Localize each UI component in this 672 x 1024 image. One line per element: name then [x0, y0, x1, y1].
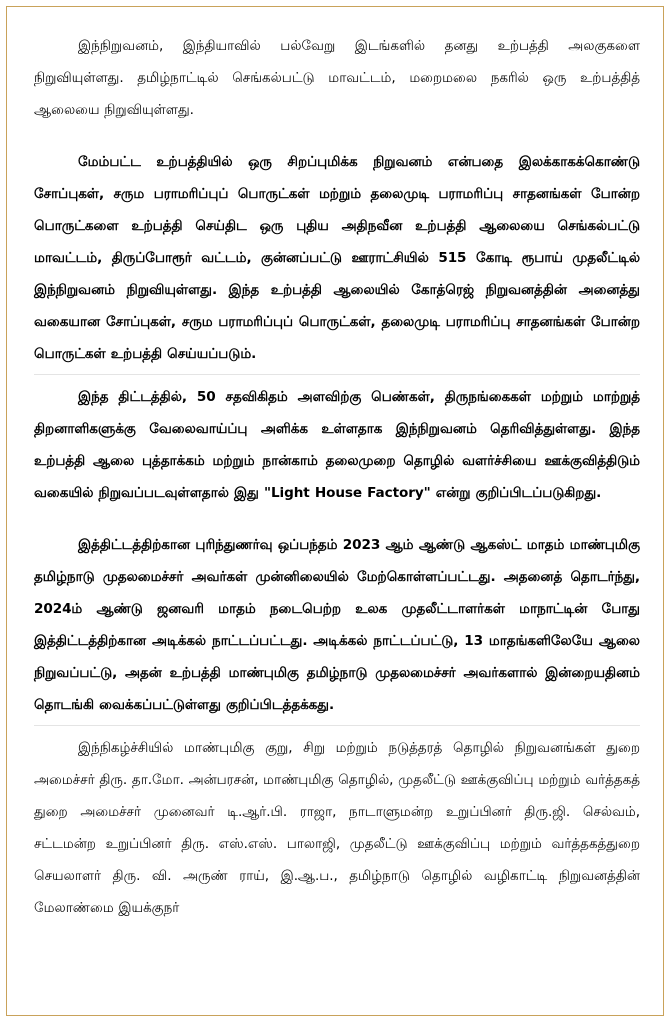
paragraph-employment: இந்த திட்டத்தில், 50 சதவிகிதம் அளவிற்கு பெண்கள், திருநங்கைகள் மற்றும் மாற்றுத் திறனாளிகளுக்கு வேலைவாய்ப்பு அளிக்க உள்ளதாக இந்நிறுவனம் தெரிவித்துள்ளது. இந்த உற்பத்தி ஆலை புத்தாக்கம் மற்றும் நான்காம் தலைமுறை தொழில் வளர்ச்சியை ஊக்குவித்திடும் வகையில் நிறுவப்படவுள்ளதால் இது "Light House Factory" என்று குறிப்பிடப்படுகிறது.	[34, 389, 640, 501]
paragraph-spacer	[34, 126, 640, 146]
paragraph-mou-timeline: இத்திட்டத்திற்கான புரிந்துணர்வு ஒப்பந்தம் 2023 ஆம் ஆண்டு ஆகஸ்ட் மாதம் மாண்புமிகு தமிழ்நாடு முதலமைச்சர் அவர்கள் முன்னிலையில் மேற்கொள்ளப்பட்டது. அதனைத் தொடர்ந்து, 2024ம் ஆண்டு ஜனவரி மாதம் நடைபெற்ற உலக முதலீட்டாளர்கள் மாநாட்டின் போது இத்திட்டத்திற்கான அடிக்கல் நாட்டப்பட்டது. அடிக்கல் நாட்டப்பட்டு, 13 மாதங்களிலேயே ஆலை நிறுவப்பட்டு, அதன் உற்பத்தி மாண்புமிகு தமிழ்நாடு முதலமைச்சர் அவர்களால் இன்றையதினம் தொடங்கி வைக்கப்பட்டுள்ளது குறிப்பிடத்தக்கது.	[34, 537, 640, 713]
paragraph-divider	[34, 374, 640, 375]
paragraph-production-units: இந்நிறுவனம், இந்தியாவில் பல்வேறு இடங்களில் தனது உற்பத்தி அலகுகளை நிறுவியுள்ளது. தமிழ்நாட்டில் செங்கல்பட்டு மாவட்டம், மறைமலை நகரில் ஒரு உற்பத்தித் ஆலையை நிறுவியுள்ளது.	[34, 38, 640, 118]
paragraph-attendees: இந்நிகழ்ச்சியில் மாண்புமிகு குறு, சிறு மற்றும் நடுத்தரத் தொழில் நிறுவனங்கள் துறை அமைச்சர் திரு. தா.மோ. அன்பரசன், மாண்புமிகு தொழில், முதலீட்டு ஊக்குவிப்பு மற்றும் வர்த்தகத் துறை அமைச்சர் முனைவர் டி.ஆர்.பி. ராஜா, நாடாளுமன்ற உறுப்பினர் திரு.ஜி. செல்வம், சட்டமன்ற உறுப்பினர் திரு. எஸ்.எஸ். பாலாஜி, முதலீட்டு ஊக்குவிப்பு மற்றும் வர்த்தகத்துறை செயலாளர் திரு. வி. அருண் ராய், இ.ஆ.ப., தமிழ்நாடு தொழில் வழிகாட்டி நிறுவனத்தின் மேலாண்மை இயக்குநர்	[34, 740, 640, 916]
paragraph-spacer	[34, 509, 640, 529]
paragraph-divider	[34, 725, 640, 726]
document-body	[34, 30, 640, 924]
paragraph-new-plant: மேம்பட்ட உற்பத்தியில் ஒரு சிறப்புமிக்க நிறுவனம் என்பதை இலக்காகக்கொண்டு சோப்புகள், சரும பராமரிப்புப் பொருட்கள் மற்றும் தலைமுடி பராமரிப்பு சாதனங்கள் போன்ற பொருட்களை உற்பத்தி செய்திட ஒரு புதிய அதிநவீன உற்பத்தி ஆலையை செங்கல்பட்டு மாவட்டம், திருப்போரூர் வட்டம், குன்னப்பட்டு ஊராட்சியில் 515 கோடி ரூபாய் முதலீட்டில் இந்நிறுவனம் நிறுவியுள்ளது. இந்த உற்பத்தி ஆலையில் கோத்ரெஜ் நிறுவனத்தின் அனைத்து வகையான சோப்புகள், சரும பராமரிப்புப் பொருட்கள், தலைமுடி பராமரிப்பு சாதனங்கள் போன்ற பொருட்கள் உற்பத்தி செய்யப்படும்.	[34, 154, 640, 362]
